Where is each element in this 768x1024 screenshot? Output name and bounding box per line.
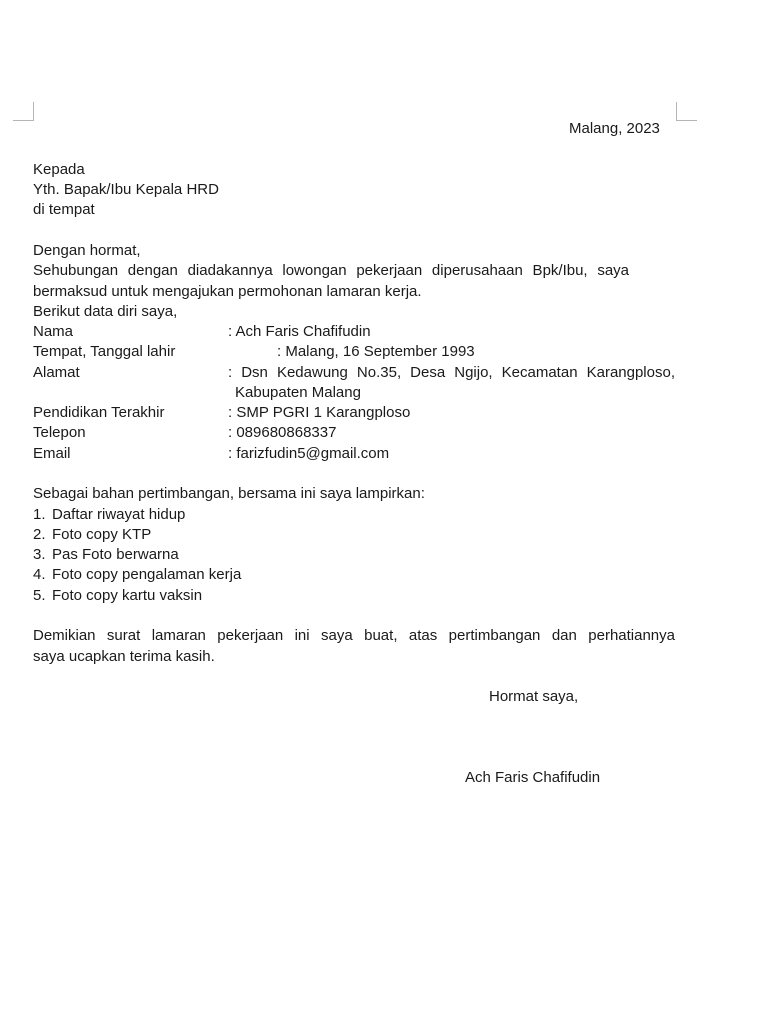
value-email: : farizfudin5@gmail.com (228, 445, 390, 462)
attachments-intro: Sebagai bahan pertimbangan, bersama ini saya lampirkan: (33, 485, 425, 502)
list-item: Pas Foto berwarna (52, 546, 179, 563)
signature-name: Ach Faris Chafifudin (465, 769, 601, 786)
closing-line-1: Demikian surat lamaran pekerjaan ini saya buat, atas pertimbangan dan perhatiannya (33, 627, 675, 644)
greeting: Dengan hormat, (33, 242, 141, 259)
list-item-number: 3. (33, 546, 46, 563)
list-item: Foto copy kartu vaksin (52, 587, 203, 604)
place-date: Malang, 2023 (569, 120, 660, 137)
list-item-number: 4. (33, 566, 46, 583)
list-item-number: 2. (33, 526, 46, 543)
list-item: Foto copy KTP (52, 526, 152, 543)
label-education: Pendidikan Terakhir (33, 404, 165, 421)
recipient-line-3: di tempat (33, 201, 95, 218)
list-item-number: 1. (33, 506, 46, 523)
value-education: : SMP PGRI 1 Karangploso (228, 404, 411, 421)
value-phone: : 089680868337 (228, 424, 337, 441)
value-name: : Ach Faris Chafifudin (228, 323, 371, 340)
label-phone: Telepon (33, 424, 86, 441)
closing-line-2: saya ucapkan terima kasih. (33, 648, 215, 665)
label-birth: Tempat, Tanggal lahir (33, 343, 176, 360)
list-item: Foto copy pengalaman kerja (52, 566, 242, 583)
value-birth: : Malang, 16 September 1993 (277, 343, 475, 360)
recipient-line-1: Kepada (33, 161, 85, 178)
label-name: Nama (33, 323, 74, 340)
value-address: : Dsn Kedawung No.35, Desa Ngijo, Kecamatan Karangploso, (228, 364, 675, 381)
margin-corner-mark-left (13, 102, 34, 121)
label-address: Alamat (33, 364, 80, 381)
value-address-line-2: Kabupaten Malang (235, 384, 361, 401)
intro-paragraph-line-1: Sehubungan dengan diadakannya lowongan pekerjaan diperusahaan Bpk/Ibu, saya (33, 262, 629, 279)
intro-paragraph-line-2: bermaksud untuk mengajukan permohonan lamaran kerja. (33, 283, 422, 300)
list-item: Daftar riwayat hidup (52, 506, 186, 523)
signature-salutation: Hormat saya, (489, 688, 579, 705)
personal-data-intro: Berikut data diri saya, (33, 303, 178, 320)
list-item-number: 5. (33, 587, 46, 604)
recipient-line-2: Yth. Bapak/Ibu Kepala HRD (33, 181, 219, 198)
label-email: Email (33, 445, 71, 462)
margin-corner-mark-right (676, 102, 697, 121)
